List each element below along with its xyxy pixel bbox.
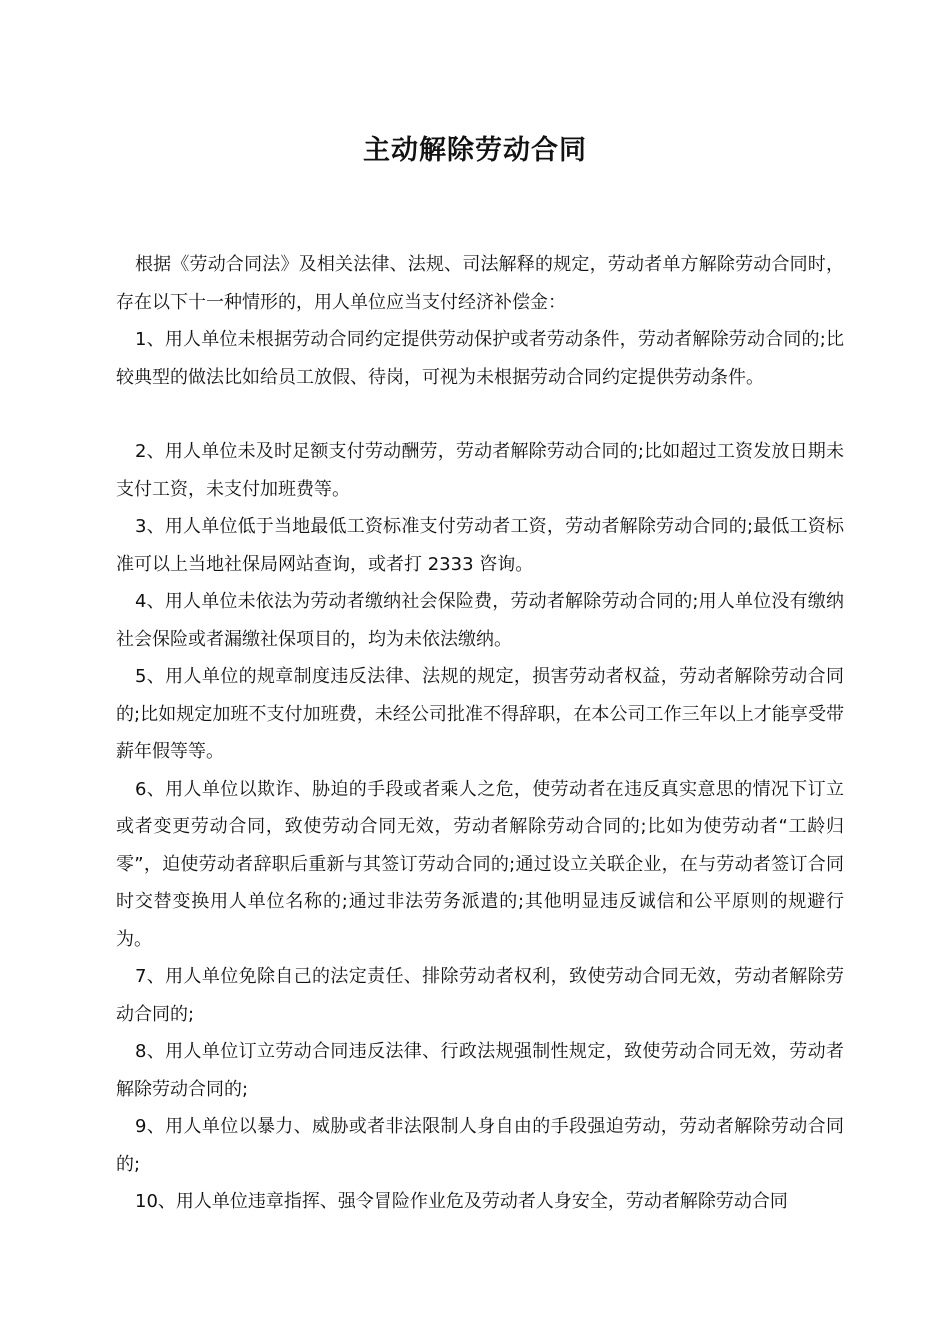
clause-3: 3、用人单位低于当地最低工资标准支付劳动者工资，劳动者解除劳动合同的;最低工资标准可以上当地社保局网站查询，或者打 2333 咨询。 — [116, 516, 844, 575]
clause-2: 2、用人单位未及时足额支付劳动酬劳，劳动者解除劳动合同的;比如超过工资发放日期未支付工资，未支付加班费等。 — [116, 441, 844, 500]
clause-1: 1、用人单位未根据劳动合同约定提供劳动保护或者劳动条件，劳动者解除劳动合同的;比较典型的做法比如给员工放假、待岗，可视为未根据劳动合同约定提供劳动条件。 — [116, 329, 844, 388]
clause-6: 6、用人单位以欺诈、胁迫的手段或者乘人之危，使劳动者在违反真实意思的情况下订立或者变更劳动合同，致使劳动合同无效，劳动者解除劳动合同的;比如为使劳动者“工龄归零”，迫使劳动者辞职后重新与其签订劳动合同的;通过设立关联企业，在与劳动者签订合同时交替变换用人单位名称的;通过非法劳务派遣的;其他明显违反诚信和公平原则的规避行为。 — [116, 778, 844, 950]
document-title: 主动解除劳动合同 — [363, 135, 587, 166]
clause-7: 7、用人单位免除自己的法定责任、排除劳动者权利，致使劳动合同无效，劳动者解除劳动合同的; — [116, 966, 844, 1025]
clause-8: 8、用人单位订立劳动合同违反法律、行政法规强制性规定，致使劳动合同无效，劳动者解除劳动合同的; — [116, 1041, 844, 1100]
clause-10: 10、用人单位违章指挥、强令冒险作业危及劳动者人身安全，劳动者解除劳动合同 — [135, 1191, 788, 1212]
clause-4: 4、用人单位未依法为劳动者缴纳社会保险费，劳动者解除劳动合同的;用人单位没有缴纳社会保险或者漏缴社保项目的，均为未依法缴纳。 — [116, 591, 844, 650]
document-body — [116, 246, 844, 1221]
clause-9: 9、用人单位以暴力、威胁或者非法限制人身自由的手段强迫劳动，劳动者解除劳动合同的; — [116, 1116, 844, 1175]
intro-paragraph: 根据《劳动合同法》及相关法律、法规、司法解释的规定，劳动者单方解除劳动合同时，存在以下十一种情形的，用人单位应当支付经济补偿金： — [116, 254, 844, 313]
clause-5: 5、用人单位的规章制度违反法律、法规的规定，损害劳动者权益，劳动者解除劳动合同的;比如规定加班不支付加班费，未经公司批准不得辞职，在本公司工作三年以上才能享受带薪年假等等。 — [116, 666, 844, 762]
